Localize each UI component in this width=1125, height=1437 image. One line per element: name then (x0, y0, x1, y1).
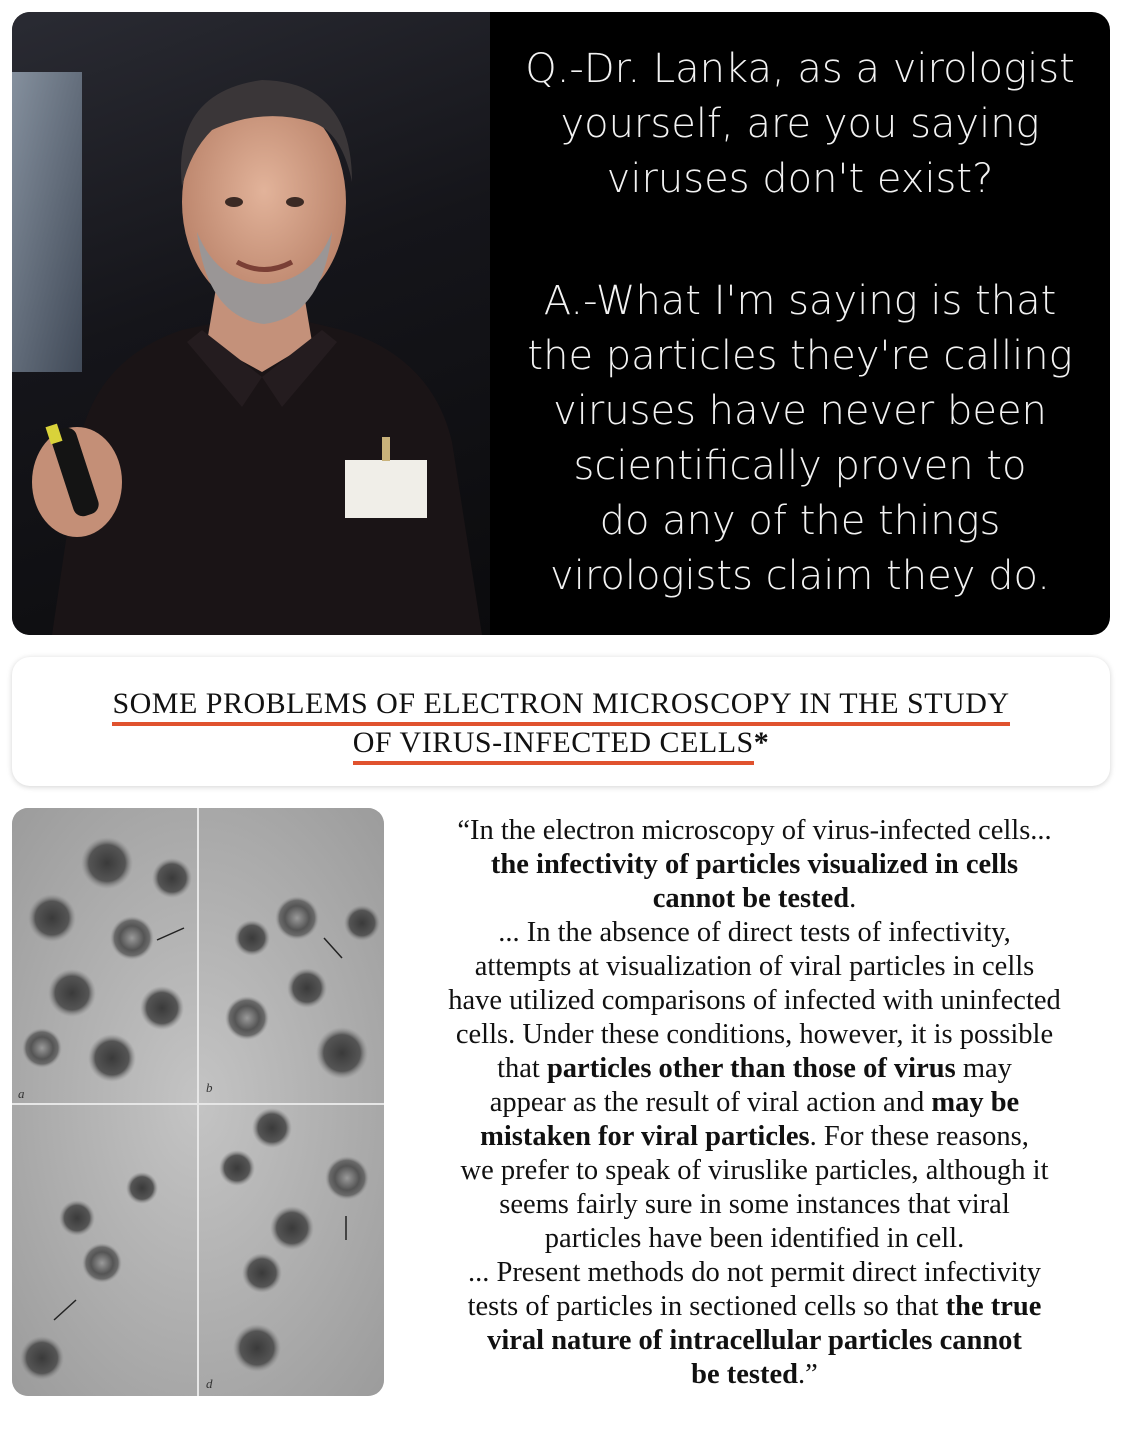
quote-line: attempts at visualization of viral particles in cells (474, 951, 1035, 982)
quote-line: ... Present methods do not permit direct infectivity (467, 1257, 1042, 1288)
quote-line: seems fairly sure in some instances that viral (499, 1189, 1010, 1220)
quote-emphasis: the infectivity of particles visualized in cells (490, 849, 1019, 880)
answer-line: A.-What I'm saying is that (543, 278, 1057, 324)
quote-text: that (497, 1053, 547, 1084)
quote-emphasis: mistaken for viral particles (480, 1121, 810, 1152)
quote-emphasis: cannot be tested (652, 883, 850, 914)
answer-line: the particles they're calling (527, 333, 1073, 379)
question-text (490, 42, 1110, 207)
speaker-illustration (12, 12, 490, 635)
quote-emphasis: the true (945, 1291, 1042, 1322)
panel-label-b: b (206, 1080, 213, 1095)
quote-text: . (849, 883, 857, 914)
panel-label-d: d (206, 1376, 213, 1391)
panel-label-a: a (18, 1086, 25, 1101)
quote-line: cells. Under these conditions, however, it is possible (455, 1019, 1054, 1050)
paper-title-card (12, 657, 1110, 786)
meme-card (12, 12, 1110, 635)
quote-emphasis: particles other than those of virus (546, 1053, 956, 1084)
answer-line: virologists claim they do. (550, 553, 1050, 599)
question-line: Q.-Dr. Lanka, as a virologist (525, 46, 1075, 92)
speaker-photo (12, 12, 490, 635)
quote-emphasis: may be (931, 1087, 1020, 1118)
electron-micrograph (12, 808, 384, 1396)
quote-line: have utilized comparisons of infected with uninfected (448, 985, 1061, 1016)
question-line: viruses don't exist? (606, 156, 994, 202)
paper-quote (392, 814, 1117, 1392)
quote-text: . For these reasons, (809, 1121, 1029, 1152)
quote-text: may (955, 1053, 1012, 1084)
answer-line: scientifically proven to (573, 443, 1027, 489)
quote-text: .” (798, 1359, 818, 1390)
quote-emphasis: viral nature of intracellular particles cannot (487, 1325, 1022, 1356)
micrograph-panels (12, 808, 384, 1396)
quote-text: tests of particles in sectioned cells so that (467, 1291, 946, 1322)
answer-text (490, 274, 1110, 604)
quote-emphasis: be tested (691, 1359, 799, 1390)
quote-line: we prefer to speak of viruslike particles, although it (460, 1155, 1049, 1186)
answer-line: viruses have never been (553, 388, 1047, 434)
paper-title-asterisk: * (753, 726, 770, 759)
quote-line: ... In the absence of direct tests of infectivity, (498, 917, 1011, 948)
question-line: yourself, are you saying (560, 101, 1040, 147)
answer-line: do any of the things (599, 498, 1001, 544)
quote-line: “In the electron microscopy of virus-infected cells... (457, 815, 1052, 846)
quote-text: appear as the result of viral action and (489, 1087, 932, 1118)
qa-text (490, 12, 1110, 635)
paper-title-line-1: SOME PROBLEMS OF ELECTRON MICROSCOPY IN THE STUDY (112, 687, 1009, 726)
paper-title-line-2: OF VIRUS-INFECTED CELLS (353, 726, 754, 765)
paper-title (12, 687, 1110, 765)
quote-line: particles have been identified in cell. (544, 1223, 965, 1254)
